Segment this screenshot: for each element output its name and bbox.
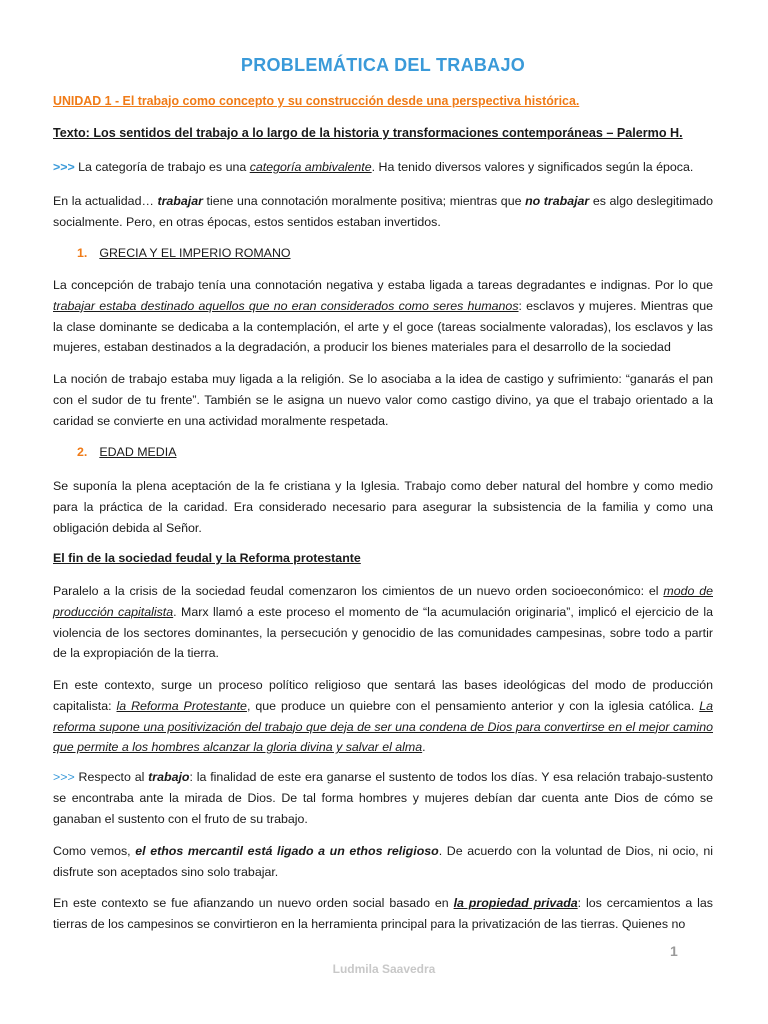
- page-number: 1: [670, 943, 678, 959]
- paragraph-4: La noción de trabajo estaba muy ligada a la religión. Se lo asociaba a la idea de castigo y sufrimiento: “ganarás el pan con el sudor de tu frente”. También se le asigna un nuevo valor como castigo divino, ya que el trabajo orientado a la caridad se convierte en una actividad moralmente respetada.: [53, 372, 713, 428]
- paragraph-2: En la actualidad… trabajar tiene una connotación moralmente positiva; mientras que no trabajar es algo deslegitimado socialmente. Pero, en otras épocas, estos sentidos estaban invertidos.: [53, 194, 713, 229]
- paragraph-10: En este contexto se fue afianzando un nuevo orden social basado en la propiedad privada: los cercamientos a las tierras de los campesinos se convirtieron en la herramienta principal para la privatización de las tierras. Quienes no: [53, 896, 713, 931]
- document-title: PROBLEMÁTICA DEL TRABAJO: [240, 55, 526, 75]
- subheading-feudal: El fin de la sociedad feudal y la Reforma protestante: [53, 551, 361, 565]
- paragraph-3: La concepción de trabajo tenía una connotación negativa y estaba ligada a tareas degradantes e indignas. Por lo que trabajar estaba destinado aquellos que no eran considerados como seres humanos: esclavos y mujeres. Mientras que la clase dominante se dedicaba a la contemplación, el arte y el goce (tareas socialmente valoradas), los esclavos y las mujeres, estaban destinados a la degradación, a producir los bienes materiales para el desarrollo de la sociedad: [53, 278, 713, 355]
- paragraph-1: >>> La categoría de trabajo es una categoría ambivalente. Ha tenido diversos valores y significados según la época.: [53, 160, 694, 174]
- section-heading-edad-media: 2. EDAD MEDIA: [77, 445, 177, 459]
- paragraph-7: En este contexto, surge un proceso político religioso que sentará las bases ideológicas del modo de producción capitalista: la Reforma Protestante, que produce un quiebre con el pensamiento anterior y con la iglesia católica. La reforma supone una positivización del trabajo que deja de ser una condena de Dios para convertirse en el mejor camino que permite a los hombres alcanzar la gloria divina y salvar el alma.: [53, 678, 714, 755]
- paragraph-9: Como vemos, el ethos mercantil está ligado a un ethos religioso. De acuerdo con la voluntad de Dios, ni ocio, ni disfrute son aceptados sino solo trabajar.: [53, 844, 713, 879]
- source-text-heading: Texto: Los sentidos del trabajo a lo largo de la historia y transformaciones contemporáneas – Palermo H.: [53, 126, 683, 140]
- unit-heading: UNIDAD 1 - El trabajo como concepto y su construcción desde una perspectiva histórica.: [53, 93, 580, 108]
- arrow-marker: >>>: [53, 770, 75, 784]
- arrow-marker: >>>: [53, 160, 75, 174]
- paragraph-5: Se suponía la plena aceptación de la fe cristiana y la Iglesia. Trabajo como deber natural del hombre y como medio para la práctica de la caridad. Era considerado necesario para asegurar la subsistencia de la familia y como una obligación debida al Señor.: [53, 479, 713, 535]
- footer-author: Ludmila Saavedra: [332, 962, 436, 976]
- paragraph-8: >>> Respecto al trabajo: la finalidad de este era ganarse el sustento de todos los días. Y esa relación trabajo-sustento se encontraba ante la mirada de Dios. De tal forma hombres y mujeres debían dar cuenta ante Dios de cómo se ganaban el sustento con el fruto de su trabajo.: [53, 770, 713, 826]
- section-heading-grecia: 1. GRECIA Y EL IMPERIO ROMANO: [77, 246, 291, 260]
- paragraph-6: Paralelo a la crisis de la sociedad feudal comenzaron los cimientos de un nuevo orden socioeconómico: el modo de producción capitalista. Marx llamó a este proceso el momento de “la acumulación originaria”, implicó el ejercicio de la violencia de los sectores dominantes, la persecución y genocidio de las comunidades campesinas, sobre todo a partir de la expropiación de la tierra.: [53, 584, 713, 661]
